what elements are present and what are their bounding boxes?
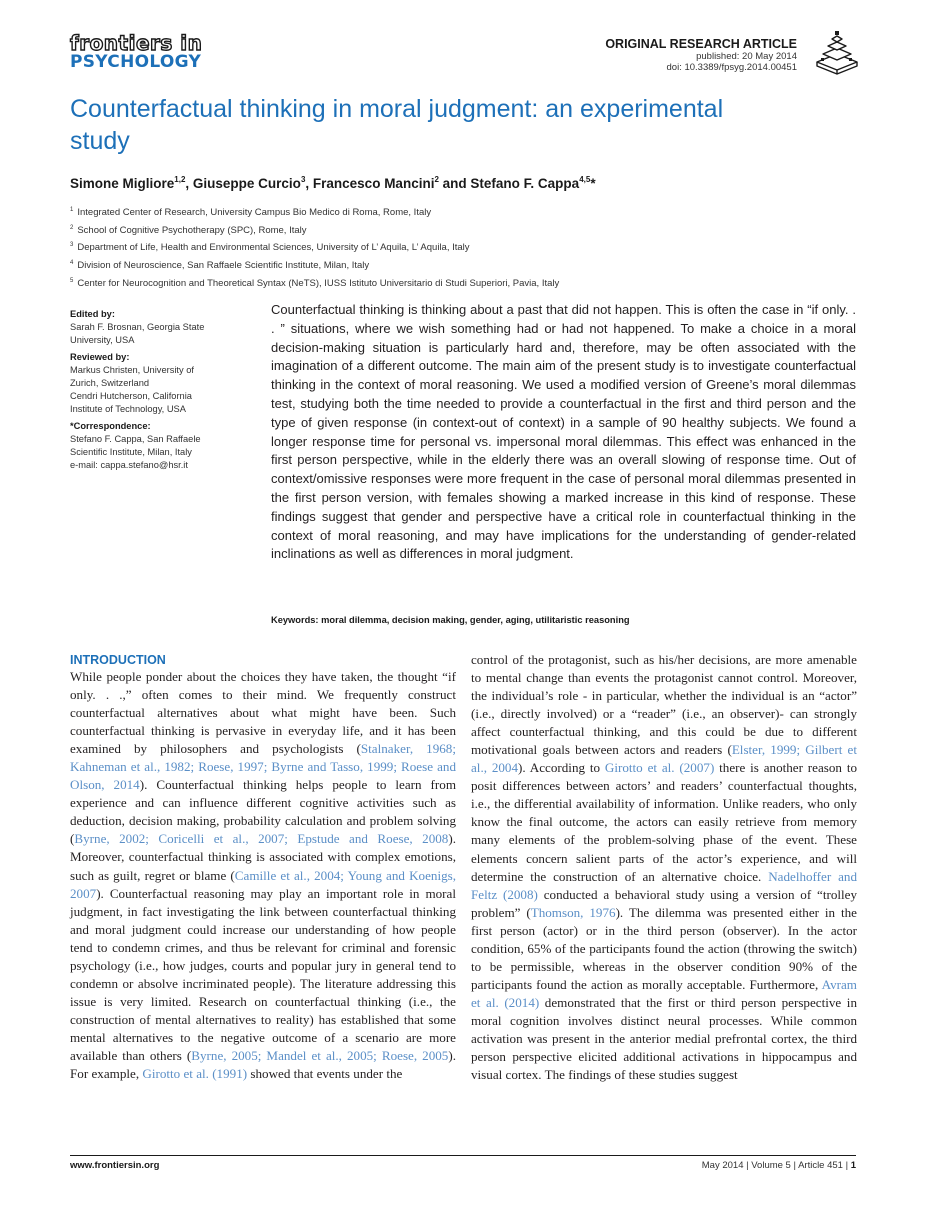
reviewed-by-label: Reviewed by: bbox=[70, 351, 130, 362]
body-text: ). For example, bbox=[70, 1047, 456, 1082]
keywords-label: Keywords: bbox=[271, 615, 319, 625]
citation-link[interactable]: Byrne, 2005; Mandel et al., 2005; Roese, 2005 bbox=[191, 1047, 449, 1063]
footer-divider bbox=[70, 1155, 856, 1156]
affiliation-text: School of Cognitive Psychotherapy (SPC), Rome, Italy bbox=[77, 224, 307, 236]
author-name: Stefano F. Cappa bbox=[470, 176, 580, 191]
citation-link[interactable]: Elster, 1999; Gilbert et al., 2004 bbox=[471, 742, 857, 776]
body-paragraph bbox=[471, 651, 857, 1084]
author-name: Giuseppe Curcio bbox=[192, 176, 301, 191]
edited-by-label: Edited by: bbox=[70, 309, 115, 319]
affiliation-list bbox=[70, 203, 770, 292]
keywords-text: moral dilemma, decision making, gender, aging, utilitaristic reasoning bbox=[321, 615, 630, 625]
citation-link[interactable]: Byrne, 2002; Coricelli et al., 2007; Epstude and Roese, 2008 bbox=[74, 831, 449, 847]
correspondence-line: Stefano F. Cappa, San Raffaele bbox=[70, 433, 201, 444]
body-column-left bbox=[70, 651, 456, 1083]
body-text: ). Counterfactual thinking helps people to learn from experience and can influence different cognitive activities such as deduction, decision making, probability calculation and problem solving ( bbox=[70, 777, 456, 847]
reviewed-by-line: Cendri Hutcherson, California bbox=[70, 391, 192, 402]
citation-link[interactable]: Girotto et al. (2007) bbox=[604, 760, 715, 776]
affiliation bbox=[70, 256, 770, 274]
author-separator: * bbox=[590, 176, 596, 191]
reviewed-by-line: Markus Christen, University of bbox=[70, 364, 194, 375]
keywords bbox=[271, 615, 856, 625]
reviewed-by bbox=[70, 364, 255, 417]
correspondence-label: *Correspondence: bbox=[70, 420, 151, 431]
citation-link[interactable]: Stalnaker, 1968; Kahneman et al., 1982; Roese, 1997; Byrne and Tasso, 1999; Roese and Olson, 2014 bbox=[70, 741, 456, 793]
affiliation-number: 4 bbox=[70, 260, 74, 267]
footer-issue: May 2014 | Volume 5 | Article 451 | bbox=[701, 1160, 851, 1171]
author-list bbox=[70, 175, 596, 191]
edited-by-line: Sarah F. Brosnan, Georgia State bbox=[70, 322, 205, 333]
abstract: Counterfactual thinking is thinking about a past that did not happen. This is often the case in “if only. . . ” situations, where we wish something had or had not happened. To make a choice in a moral decision-making situation is particularly hard and, therefore, may be often associated with the imagination of a different outcome. The main aim of the present study is to investigate counterfactual thinking in the context of moral reasoning. We used a modified version of Greene’s moral dilemmas test, studying both the time needed to provide a counterfactual in the first and third person and the type of given response (in context-out of context) in a sample of 90 healthy subjects. We found a longer response time for personal vs. impersonal moral dilemmas. This effect was enhanced in the first person perspective, while in the elderly there was an overall slowing of response time. Out of context/omissive responses were more frequent in the case of personal moral dilemmas presented in the first person version, with females showing a marked increase in this kind of response. These findings suggest that gender and perspective have a critical role in counterfactual thinking in the context of moral reasoning, and may have implications for the understanding of gender-related inclinations as well as differences in moral judgment. bbox=[271, 302, 856, 562]
citation-link[interactable]: Camille et al., 2004; Young and Koenigs, 2007 bbox=[70, 867, 456, 901]
footer-website[interactable]: www.frontiersin.org bbox=[70, 1160, 160, 1171]
citation-link[interactable]: Nadelhoffer and Feltz (2008) bbox=[471, 868, 857, 902]
journal-name-top: frontiers in bbox=[70, 31, 203, 55]
body-text: showed that events under the bbox=[247, 1066, 403, 1082]
correspondence-email[interactable]: e-mail: cappa.stefano@hsr.it bbox=[70, 460, 188, 471]
page-number: 1 bbox=[850, 1160, 856, 1171]
author-separator: , bbox=[185, 176, 193, 191]
stacked-layers-icon bbox=[813, 30, 861, 76]
author-affiliation-marker: 1,2 bbox=[174, 175, 186, 184]
author-separator: and bbox=[438, 176, 471, 191]
body-text: control of the protagonist, such as his/her decisions, are more amenable to mental change than events the protagonist cannot control. Moreover, the individual’s role - in particular, whether the individual is an “actor” (i.e., directly involved) or a “reader” (i.e., an observer)- can strongly affect counterfactual thinking, and this could be due to different motivational goals between actors and readers ( bbox=[471, 652, 857, 758]
citation-link[interactable]: Avram et al. (2014) bbox=[471, 976, 857, 1010]
body-text: conducted a behavioral study using a version of “trolley problem” ( bbox=[471, 886, 858, 920]
body-text: there is another reason to posit differences between actors’ and readers’ counterfactual thoughts, i.e., the differential availability of information. Unlike readers, who only know the final outcome, the actors can easily retrieve from memory many elements of the problem-solving phase of the event. These elements concern salient parts of the actor’s experience, and will determine the construction of an alternative choice. bbox=[471, 760, 858, 884]
published-date: published: 20 May 2014 bbox=[696, 51, 797, 62]
body-text: ). The dilemma was presented either in the first person (actor) or in the third person (observer). In the actor condition, 65% of the participants found the action (throwing the switch) to be permissible, whereas in the observer condition 90% of the participants found the action as morally acceptable. Furthermore, bbox=[471, 904, 857, 992]
author-name: Simone Migliore bbox=[70, 176, 175, 191]
affiliation-text: Division of Neuroscience, San Raffaele Scientific Institute, Milan, Italy bbox=[77, 260, 370, 272]
affiliation bbox=[70, 274, 770, 292]
citation-link[interactable]: Thomson, 1976 bbox=[530, 904, 616, 920]
author-separator: , bbox=[305, 176, 313, 191]
affiliation-text: Center for Neurocognition and Theoretical Syntax (NeTS), IUSS Istituto Universitario di Studi Superiori, Pavia, Italy bbox=[77, 277, 560, 289]
footer-issue-info bbox=[702, 1160, 856, 1171]
affiliation bbox=[70, 238, 770, 256]
body-text: ). According to bbox=[518, 760, 605, 776]
body-column-right bbox=[471, 651, 857, 1084]
journal-name-bottom: PSYCHOLOGY bbox=[70, 52, 202, 72]
journal-logo bbox=[70, 33, 202, 71]
body-text: While people ponder about the choices they have taken, the thought “if only. . .,” often comes to their mind. We frequently construct counterfactual alternatives about what might have been. Such counterfactual thinking is pervasive in everyday life, and it has been examined by philosophers and psychologists ( bbox=[70, 669, 456, 757]
edited-by-line: University, USA bbox=[70, 335, 135, 346]
body-text: ). Counterfactual reasoning may play an important role in moral judgment, in fact investigating the link between counterfactual thinking and moral judgment could increase our understanding of how people tend to condemn crimes, and thus be relevant for criminal and forensic psychology (i.e., how judges, courts and popular jury in general tend to condemn or absolve incriminated people). The literature addressing this issue is very limited. Research on counterfactual thinking (i.e., the construction of mental alternatives to reality) has established that some mental alternatives to the negative outcome of a scenario are more available than others ( bbox=[70, 885, 456, 1063]
author-affiliation-marker: 4,5 bbox=[579, 175, 591, 184]
affiliation bbox=[70, 203, 770, 221]
affiliation-text: Integrated Center of Research, University Campus Bio Medico di Roma, Rome, Italy bbox=[77, 207, 432, 218]
author-name: Francesco Mancini bbox=[312, 176, 435, 191]
body-paragraph bbox=[70, 668, 456, 1083]
affiliation-number: 5 bbox=[70, 277, 74, 284]
article-type: ORIGINAL RESEARCH ARTICLE bbox=[605, 37, 797, 51]
correspondence-line: Scientific Institute, Milan, Italy bbox=[70, 447, 192, 458]
section-heading-introduction: INTRODUCTION bbox=[70, 653, 166, 667]
affiliation bbox=[70, 221, 770, 239]
doi: doi: 10.3389/fpsyg.2014.00451 bbox=[666, 62, 797, 73]
author-affiliation-marker: 2 bbox=[434, 175, 439, 184]
reviewed-by-line: Zurich, Switzerland bbox=[70, 378, 150, 389]
affiliation-number: 3 bbox=[70, 242, 74, 249]
edited-by bbox=[70, 321, 255, 347]
citation-link[interactable]: Girotto et al. (1991) bbox=[142, 1066, 248, 1082]
body-text: ). Moreover, counterfactual thinking is associated with complex emotions, such as guilt, regret or blame ( bbox=[70, 831, 456, 883]
reviewed-by-line: Institute of Technology, USA bbox=[70, 404, 186, 415]
correspondence bbox=[70, 433, 255, 473]
author-affiliation-marker: 3 bbox=[300, 175, 306, 184]
affiliation-number: 1 bbox=[70, 207, 74, 213]
affiliation-text: Department of Life, Health and Environmental Sciences, University of L’ Aquila, L’ Aquila, Italy bbox=[77, 242, 470, 254]
article-title: Counterfactual thinking in moral judgment: an experimental study bbox=[70, 95, 724, 155]
body-text: demonstrated that the first or third person perspective in moral cognition involves distinct neural processes. While common activation was present in the anterior medial prefrontal cortex, the third person perspective elicited additional activations in hippocampus and visual cortex. The findings of these studies suggest bbox=[471, 994, 857, 1083]
affiliation-number: 2 bbox=[70, 224, 74, 231]
editorial-sidebar bbox=[70, 306, 255, 475]
article-meta bbox=[605, 37, 797, 73]
